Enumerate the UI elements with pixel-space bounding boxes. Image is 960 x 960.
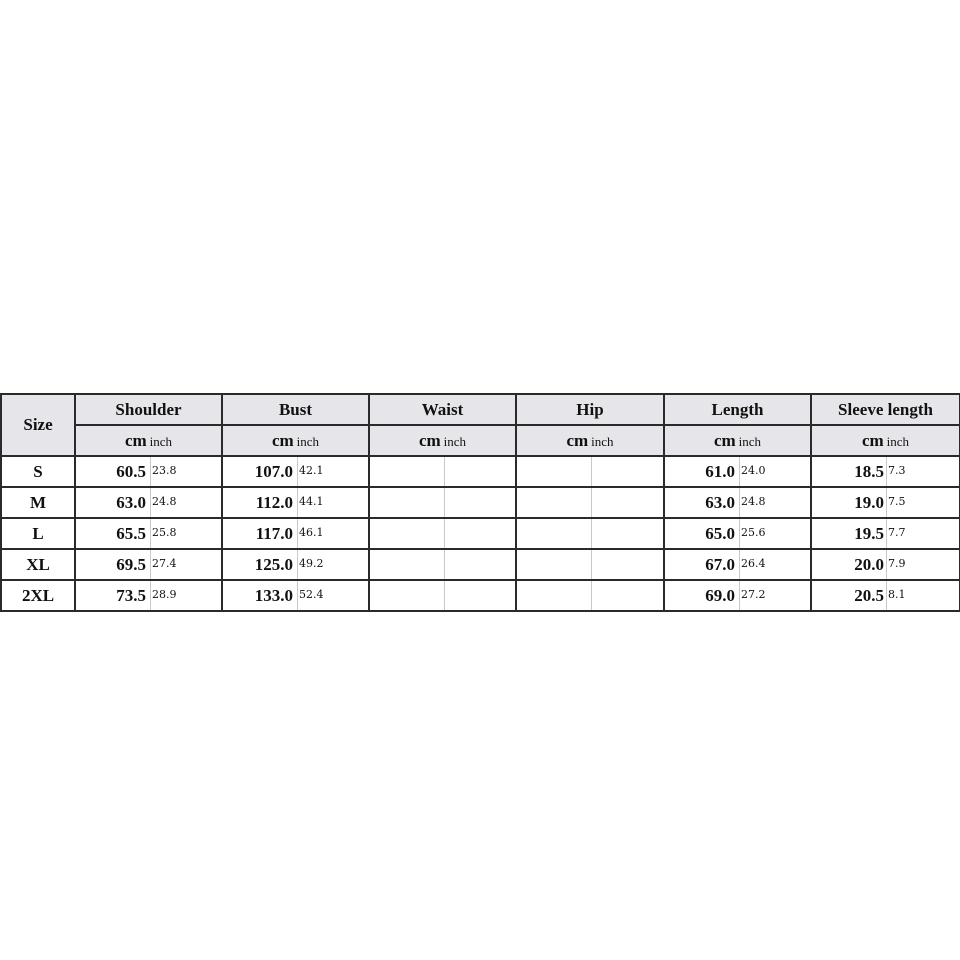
cell-divider xyxy=(739,457,740,486)
inch-value: 25.8 xyxy=(152,526,177,539)
cell-divider xyxy=(886,581,887,610)
cm-value: 19.0 xyxy=(854,493,884,512)
cell-divider xyxy=(444,488,445,517)
size-label: M xyxy=(1,487,75,518)
measurement-cell xyxy=(811,549,960,580)
size-label: S xyxy=(1,456,75,487)
cell-divider xyxy=(444,581,445,610)
unit-cm-label: cm xyxy=(418,430,441,450)
measurement-cell xyxy=(664,487,811,518)
measurement-cell xyxy=(222,549,369,580)
table-row xyxy=(1,456,960,487)
col-header-length: Length xyxy=(664,394,811,425)
unit-cm-label: cm xyxy=(713,430,736,450)
cell-divider xyxy=(739,581,740,610)
measurement-cell xyxy=(811,487,960,518)
cell-divider xyxy=(591,581,592,610)
inch-value: 52.4 xyxy=(299,588,324,601)
cm-value: 133.0 xyxy=(254,586,293,605)
header-row xyxy=(1,394,960,425)
unit-inch-label: inch xyxy=(296,433,320,449)
cell-divider xyxy=(886,457,887,486)
unit-cm-label: cm xyxy=(271,430,294,450)
measurement-cell xyxy=(664,580,811,611)
unit-inch-label: inch xyxy=(149,433,173,449)
measurement-cell xyxy=(664,456,811,487)
measurement-cell xyxy=(516,456,664,487)
measurement-cell xyxy=(664,549,811,580)
cell-divider xyxy=(444,457,445,486)
cm-value: 117.0 xyxy=(255,524,293,543)
unit-cm-label: cm xyxy=(861,430,884,450)
unit-inch-label: inch xyxy=(591,433,614,449)
cm-value: 63.0 xyxy=(705,493,735,512)
cm-value: 61.0 xyxy=(705,462,735,481)
cm-value: 69.5 xyxy=(116,555,146,574)
size-label: L xyxy=(1,518,75,549)
cell-divider xyxy=(886,550,887,579)
cm-value: 125.0 xyxy=(254,555,293,574)
col-header-bust: Bust xyxy=(222,394,369,425)
measurement-cell xyxy=(75,487,222,518)
cm-value: 112.0 xyxy=(255,493,293,512)
cm-value: 20.0 xyxy=(854,555,884,574)
measurement-cell xyxy=(75,580,222,611)
size-label: XL xyxy=(1,549,75,580)
inch-value: 28.9 xyxy=(152,588,177,601)
cell-divider xyxy=(591,519,592,548)
table-row xyxy=(1,580,960,611)
inch-value: 7.3 xyxy=(888,464,906,477)
unit-cm-label: cm xyxy=(566,430,589,450)
size-header: Size xyxy=(1,394,75,456)
inch-value: 23.8 xyxy=(152,464,177,477)
table-row xyxy=(1,518,960,549)
cell-divider xyxy=(591,488,592,517)
measurement-cell xyxy=(516,487,664,518)
cm-value: 65.5 xyxy=(116,524,146,543)
cm-value: 69.0 xyxy=(705,586,735,605)
measurement-cell xyxy=(811,580,960,611)
inch-value: 7.5 xyxy=(888,495,906,508)
size-label: 2XL xyxy=(1,580,75,611)
col-header-waist: Waist xyxy=(369,394,516,425)
measurement-cell xyxy=(811,456,960,487)
inch-value: 27.2 xyxy=(741,588,766,601)
cm-value: 19.5 xyxy=(854,524,884,543)
cm-value: 20.5 xyxy=(854,586,884,605)
unit-label-cell xyxy=(222,425,369,456)
col-header-sleeve-length: Sleeve length xyxy=(811,394,960,425)
measurement-cell xyxy=(811,518,960,549)
inch-value: 8.1 xyxy=(888,588,906,601)
inch-value: 24.0 xyxy=(741,464,766,477)
measurement-cell xyxy=(369,487,516,518)
inch-value: 27.4 xyxy=(152,557,177,570)
cell-divider xyxy=(150,488,151,517)
inch-value: 42.1 xyxy=(299,464,324,477)
cell-divider xyxy=(591,550,592,579)
measurement-cell xyxy=(75,518,222,549)
unit-label-cell xyxy=(664,425,811,456)
inch-value: 7.9 xyxy=(888,557,906,570)
cm-value: 63.0 xyxy=(116,493,146,512)
measurement-cell xyxy=(516,580,664,611)
size-chart xyxy=(0,393,960,612)
measurement-cell xyxy=(75,456,222,487)
cell-divider xyxy=(297,457,298,486)
measurement-cell xyxy=(369,456,516,487)
cell-divider xyxy=(886,519,887,548)
measurement-cell xyxy=(369,518,516,549)
inch-value: 25.6 xyxy=(741,526,766,539)
unit-label-cell xyxy=(75,425,222,456)
cell-divider xyxy=(297,550,298,579)
cell-divider xyxy=(297,519,298,548)
cell-divider xyxy=(444,550,445,579)
cell-divider xyxy=(886,488,887,517)
unit-cm-label: cm xyxy=(124,430,147,450)
inch-value: 49.2 xyxy=(299,557,324,570)
unit-label-cell xyxy=(516,425,664,456)
measurement-cell xyxy=(75,549,222,580)
cell-divider xyxy=(150,581,151,610)
unit-label-cell xyxy=(811,425,960,456)
col-header-shoulder: Shoulder xyxy=(75,394,222,425)
cell-divider xyxy=(150,519,151,548)
measurement-cell xyxy=(369,580,516,611)
unit-row xyxy=(1,425,960,456)
inch-value: 44.1 xyxy=(299,495,324,508)
measurement-cell xyxy=(222,487,369,518)
cm-value: 73.5 xyxy=(116,586,146,605)
measurement-cell xyxy=(516,518,664,549)
col-header-hip: Hip xyxy=(516,394,664,425)
table-row xyxy=(1,487,960,518)
measurement-cell xyxy=(222,518,369,549)
cell-divider xyxy=(297,581,298,610)
cell-divider xyxy=(150,457,151,486)
cell-divider xyxy=(297,488,298,517)
cell-divider xyxy=(150,550,151,579)
cell-divider xyxy=(739,488,740,517)
cell-divider xyxy=(739,550,740,579)
cm-value: 60.5 xyxy=(116,462,146,481)
measurement-cell xyxy=(369,549,516,580)
measurement-cell xyxy=(516,549,664,580)
inch-value: 24.8 xyxy=(152,495,177,508)
measurement-cell xyxy=(222,456,369,487)
cm-value: 67.0 xyxy=(705,555,735,574)
unit-label-cell xyxy=(369,425,516,456)
cm-value: 65.0 xyxy=(705,524,735,543)
measurement-cell xyxy=(222,580,369,611)
inch-value: 26.4 xyxy=(741,557,766,570)
cell-divider xyxy=(591,457,592,486)
unit-inch-label: inch xyxy=(886,433,910,449)
inch-value: 46.1 xyxy=(299,526,324,539)
inch-value: 7.7 xyxy=(888,526,906,539)
cm-value: 107.0 xyxy=(254,462,293,481)
cm-value: 18.5 xyxy=(854,462,884,481)
cell-divider xyxy=(444,519,445,548)
unit-inch-label: inch xyxy=(443,433,467,449)
inch-value: 24.8 xyxy=(741,495,766,508)
unit-inch-label: inch xyxy=(738,433,762,449)
cell-divider xyxy=(739,519,740,548)
measurement-cell xyxy=(664,518,811,549)
table-row xyxy=(1,549,960,580)
